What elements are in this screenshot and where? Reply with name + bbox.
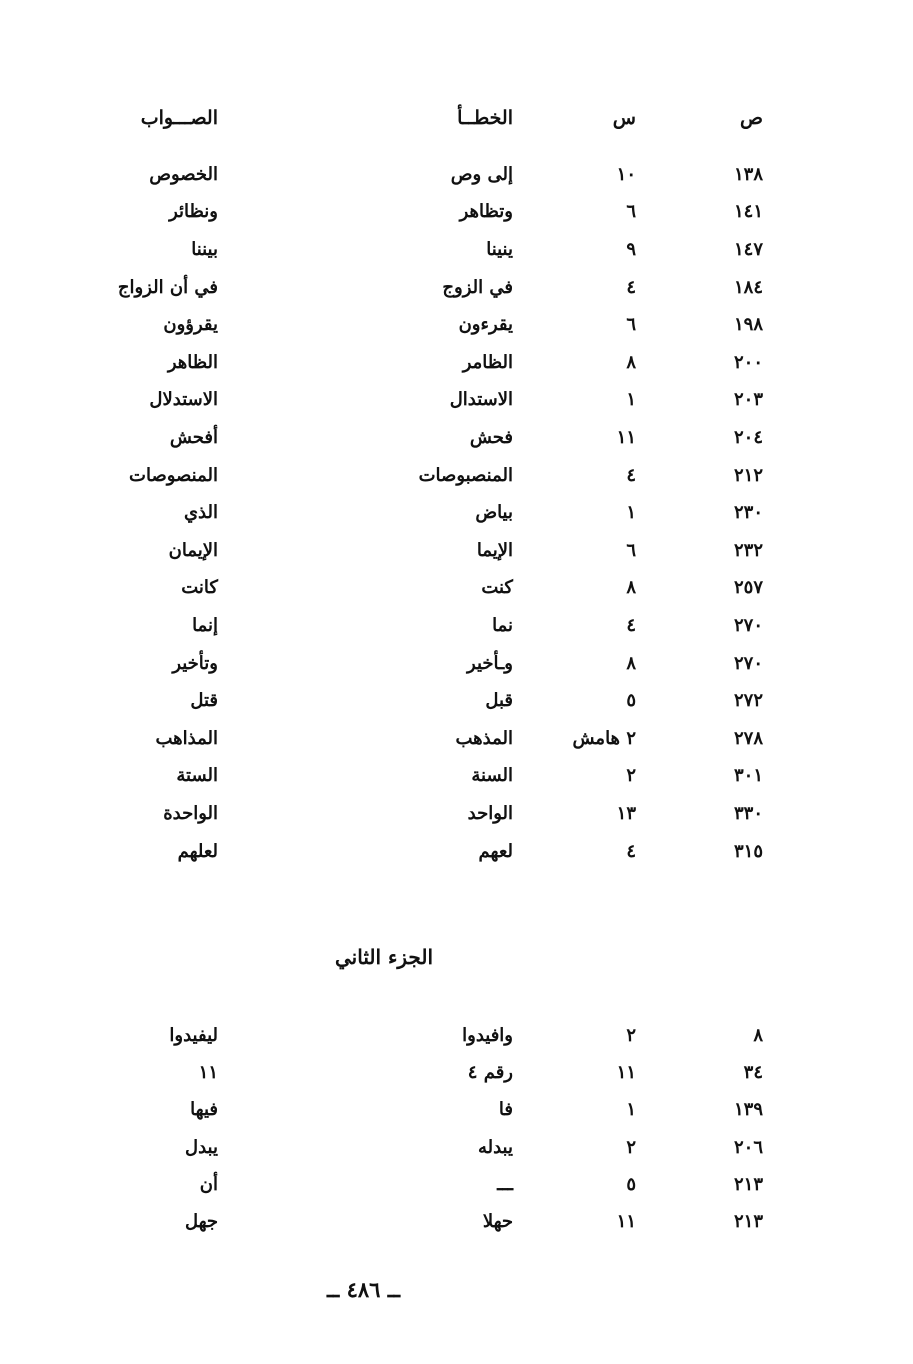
errata-row [0,385,913,415]
errata-row [0,1095,913,1125]
row-wrong: في الزوج [442,277,513,298]
row-page: ٢٣٢ [733,540,763,561]
header-correct-column: الصـــواب [140,107,218,129]
row-wrong: وتظاهر [459,201,513,222]
row-line: ١ [626,502,636,523]
row-correct: الستة [176,765,218,786]
row-line: ١١ [616,1211,636,1232]
row-correct: كانت [181,577,218,598]
errata-row [0,761,913,791]
row-correct: في أن الزواج [117,277,218,298]
row-wrong: المنصبوصات [418,465,513,486]
errata-row [0,160,913,190]
row-wrong: نما [492,615,513,636]
row-page: ٢٠٤ [733,427,763,448]
row-line: ٨ [626,577,636,598]
row-wrong: السنة [471,765,513,786]
row-wrong: يقرءون [458,314,513,335]
row-page: ٢٣٠ [733,502,763,523]
row-wrong: المذهب [455,728,513,749]
row-correct: جهل [184,1211,218,1232]
row-correct: الذي [183,502,218,523]
row-wrong: رقم ٤ [467,1062,513,1083]
row-correct: الإيمان [168,540,218,561]
row-line: ١ [626,389,636,410]
header-line-column: س [612,107,636,129]
row-wrong: لعهم [478,841,513,862]
row-page: ١٤١ [733,201,763,222]
row-correct: لعلهم [177,841,218,862]
errata-row [0,348,913,378]
row-page: ٢٠٠ [733,352,763,373]
row-line: ٤ [626,841,636,862]
errata-header-row [0,103,913,133]
row-correct: أن [199,1174,218,1195]
row-page: ٢١٢ [733,465,763,486]
row-page: ٢١٣ [733,1211,763,1232]
errata-row [0,1058,913,1088]
row-line: ٥ [626,690,636,711]
row-wrong: يبدله [477,1137,513,1158]
row-page: ٢٧٠ [733,653,763,674]
row-wrong: الإيما [476,540,513,561]
errata-row [0,423,913,453]
header-wrong-column: الخطــأ [457,107,513,129]
row-wrong: الظامر [462,352,513,373]
row-page: ٢٠٦ [733,1137,763,1158]
row-correct: الواحدة [163,803,218,824]
row-line: ١٠ [616,164,636,185]
row-correct: ونظائر [169,201,218,222]
row-line: ١١ [616,1062,636,1083]
row-wrong: كنت [481,577,513,598]
errata-row [0,197,913,227]
row-page: ١٤٧ [733,239,763,260]
errata-row [0,1207,913,1237]
row-line: ٢ [626,1137,636,1158]
errata-row [0,649,913,679]
row-line: ٢ هامش [572,728,636,749]
page-number-text: ــ ٤٨٦ ــ [327,1277,401,1302]
row-line: ١١ [616,427,636,448]
row-wrong: فحش [469,427,513,448]
row-wrong: بياض [475,502,513,523]
row-line: ٥ [626,1174,636,1195]
row-wrong: ـــ [497,1174,513,1195]
row-page: ١٣٩ [733,1099,763,1120]
row-correct: ١١ [198,1062,218,1083]
row-correct: ليفيدوا [169,1025,218,1046]
errata-row [0,498,913,528]
row-page: ١٣٨ [733,164,763,185]
row-page: ١٨٤ [733,277,763,298]
row-page: ٢٧٠ [733,615,763,636]
row-correct: بيننا [191,239,218,260]
errata-row [0,1021,913,1051]
row-wrong: وـأخير [467,653,513,674]
row-correct: المذاهب [155,728,218,749]
errata-row [0,1133,913,1163]
errata-row [0,611,913,641]
row-wrong: إلى وص [450,164,513,185]
row-page: ٢٠٣ [733,389,763,410]
row-line: ٤ [626,615,636,636]
row-page: ٣٤ [743,1062,763,1083]
errata-row [0,235,913,265]
errata-row [0,310,913,340]
row-correct: الخصوص [149,164,218,185]
row-page: ٢٧٨ [733,728,763,749]
errata-row [0,724,913,754]
row-correct: الاستدلال [149,389,218,410]
row-page: ١٩٨ [733,314,763,335]
row-line: ٢ [626,1025,636,1046]
row-correct: قتل [190,690,218,711]
row-correct: الظاهر [167,352,218,373]
header-page-column: ص [740,107,763,129]
row-line: ٩ [626,239,636,260]
row-page: ٣٣٠ [733,803,763,824]
errata-row [0,461,913,491]
row-page: ٢١٣ [733,1174,763,1195]
row-line: ١ [626,1099,636,1120]
row-line: ٦ [626,314,636,335]
row-wrong: الاستدال [449,389,513,410]
errata-row [0,1170,913,1200]
row-wrong: قبل [485,690,513,711]
errata-row [0,573,913,603]
errata-row [0,536,913,566]
row-line: ٨ [626,653,636,674]
row-line: ٢ [626,765,636,786]
row-line: ٨ [626,352,636,373]
row-line: ١٣ [616,803,636,824]
row-correct: أفحش [169,427,218,448]
part2-title: الجزء الثاني [335,945,433,969]
errata-row [0,273,913,303]
row-wrong: الواحد [467,803,513,824]
row-page: ٣١٥ [733,841,763,862]
row-page: ٣٠١ [733,765,763,786]
errata-row [0,686,913,716]
row-wrong: ينينا [486,239,513,260]
row-line: ٤ [626,465,636,486]
row-correct: المنصوصات [129,465,218,486]
row-line: ٤ [626,277,636,298]
row-correct: وتأخير [172,653,218,674]
row-wrong: وافيدوا [462,1025,513,1046]
row-line: ٦ [626,540,636,561]
errata-row [0,837,913,867]
row-wrong: فا [498,1099,513,1120]
row-page: ٢٥٧ [733,577,763,598]
row-wrong: حهلا [482,1211,513,1232]
row-correct: إنما [192,615,218,636]
row-correct: فيها [190,1099,218,1120]
errata-row [0,799,913,829]
row-page: ٨ [753,1025,763,1046]
row-correct: يقرؤون [163,314,218,335]
row-page: ٢٧٢ [733,690,763,711]
row-line: ٦ [626,201,636,222]
row-correct: يبدل [185,1137,218,1158]
